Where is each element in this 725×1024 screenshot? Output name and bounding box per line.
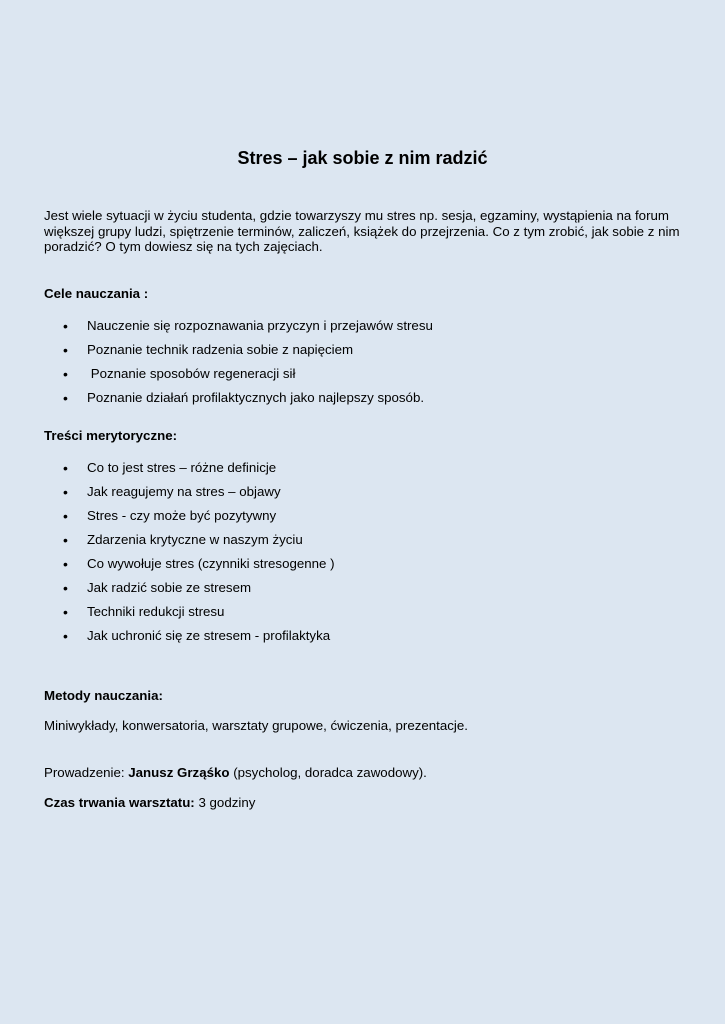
bullet-icon: • <box>63 508 68 524</box>
list-item: • Techniki redukcji stresu <box>63 604 225 620</box>
lead-name: Janusz Grząśko <box>128 765 230 780</box>
bullet-icon: • <box>63 604 68 620</box>
content-heading: Treści merytoryczne: <box>44 428 178 443</box>
bullet-icon: • <box>63 318 68 334</box>
bullet-icon: • <box>63 390 68 406</box>
list-item: • Jak uchronić się ze stresem - profilaktyka <box>63 628 331 644</box>
list-item: • Jak radzić sobie ze stresem <box>63 580 252 596</box>
bullet-icon: • <box>63 532 68 548</box>
list-item: • Co wywołuje stres (czynniki stresogenne ) <box>63 556 335 572</box>
methods-text: Miniwykłady, konwersatoria, warsztaty grupowe, ćwiczenia, prezentacje. <box>44 718 468 733</box>
methods-heading: Metody nauczania: <box>44 688 163 703</box>
bullet-icon: • <box>63 366 68 382</box>
bullet-icon: • <box>63 580 68 596</box>
list-item: • Poznanie sposobów regeneracji sił <box>63 366 296 382</box>
list-item: • Zdarzenia krytyczne w naszym życiu <box>63 532 303 548</box>
bullet-icon: • <box>63 484 68 500</box>
list-item: • Jak reagujemy na stres – objawy <box>63 484 281 500</box>
duration-label: Czas trwania warsztatu: <box>44 795 195 810</box>
content-list <box>44 459 335 651</box>
lead-line: Prowadzenie: Janusz Grząśko (psycholog, doradca zawodowy). <box>44 765 427 780</box>
list-item: • Poznanie technik radzenia sobie z napięciem <box>63 342 354 358</box>
list-item: • Nauczenie się rozpoznawania przyczyn i przejawów stresu <box>63 318 433 334</box>
goals-heading: Cele nauczania : <box>44 286 149 301</box>
list-item: • Co to jest stres – różne definicje <box>63 460 277 476</box>
goals-list <box>44 317 433 413</box>
list-item: • Poznanie działań profilaktycznych jako najlepszy sposób. <box>63 390 425 406</box>
bullet-icon: • <box>63 460 68 476</box>
page-title: Stres – jak sobie z nim radzić <box>237 148 488 168</box>
intro-paragraph: Jest wiele sytuacji w życiu studenta, gdzie towarzyszy mu stres np. sesja, egzaminy, wystąpienia na forum większej grupy ludzi, spiętrzenie terminów, zaliczeń, książek do przejrzenia. Co z tym zrobić, jak sobie z nim poradzić? O tym dowiesz się na tych zajęciach. <box>44 208 680 254</box>
duration-line: Czas trwania warsztatu: 3 godziny <box>44 795 256 810</box>
list-item: • Stres - czy może być pozytywny <box>63 508 277 524</box>
bullet-icon: • <box>63 556 68 572</box>
bullet-icon: • <box>63 628 68 644</box>
bullet-icon: • <box>63 342 68 358</box>
